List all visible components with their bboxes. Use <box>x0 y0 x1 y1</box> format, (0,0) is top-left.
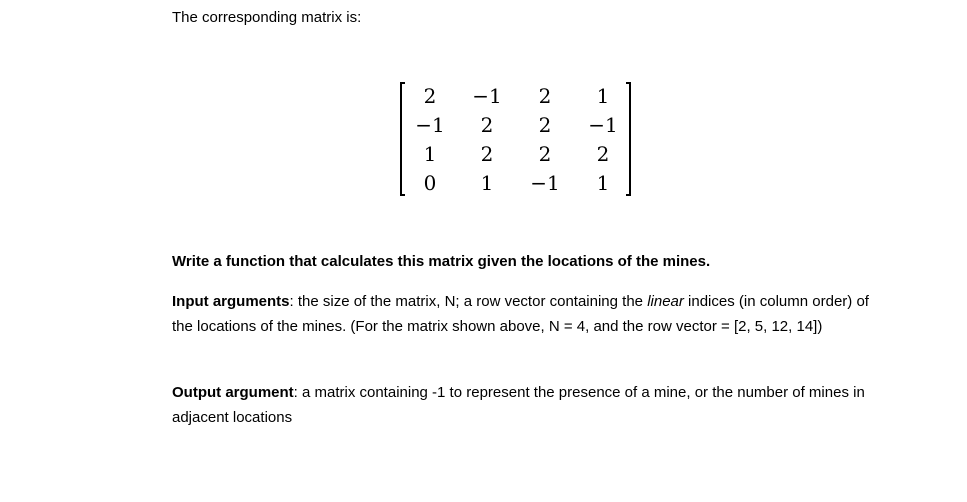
matrix-cell: 1 <box>480 171 494 195</box>
input-arguments-paragraph <box>172 289 872 339</box>
matrix-cell: −1 <box>588 113 618 137</box>
matrix-cell: 2 <box>423 84 437 108</box>
matrix-cell: 2 <box>480 113 494 137</box>
matrix-cell: 0 <box>423 171 437 195</box>
input-arguments-text-after: indices (in column order) of the locations of the mines. (For the matrix shown above, N = 4, and the row vector = [2, 5, 12, 14]) <box>172 293 869 335</box>
matrix-cell: −1 <box>472 84 502 108</box>
output-argument-label: Output argument <box>172 384 294 401</box>
output-argument-paragraph <box>172 380 872 430</box>
matrix-cell: −1 <box>530 171 560 195</box>
matrix-cell: 2 <box>596 142 610 166</box>
matrix-cell: 1 <box>596 84 610 108</box>
matrix-cell: 2 <box>538 142 552 166</box>
input-arguments-italic-word: linear <box>647 293 684 310</box>
matrix-cell: −1 <box>415 113 445 137</box>
matrix-cell: 2 <box>480 142 494 166</box>
matrix <box>400 82 631 197</box>
input-arguments-text-before: : the size of the matrix, N; a row vector containing the <box>289 293 648 310</box>
output-argument-text: : a matrix containing -1 to represent the presence of a mine, or the number of mines in adjacent locations <box>172 384 865 426</box>
matrix-cell: 2 <box>538 84 552 108</box>
intro-text: The corresponding matrix is: <box>172 9 362 26</box>
matrix-cell: 1 <box>596 171 610 195</box>
input-arguments-label: Input arguments <box>172 293 290 310</box>
matrix-cell: 1 <box>423 142 437 166</box>
matrix-cell: 2 <box>538 113 552 137</box>
task-heading: Write a function that calculates this matrix given the locations of the mines. <box>172 253 711 270</box>
